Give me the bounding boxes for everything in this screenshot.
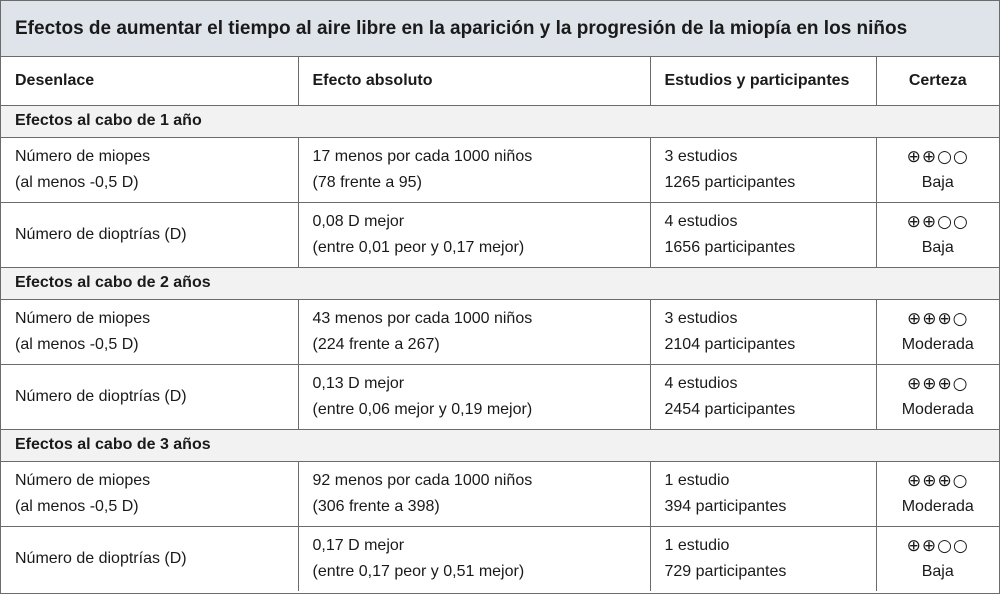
section-label: Efectos al cabo de 3 años	[1, 429, 999, 461]
studies-text: 2104 participantes	[664, 335, 796, 353]
studies-cell	[650, 299, 876, 364]
certainty-label: Baja	[921, 238, 954, 256]
absolute-effect-text: 0,08 D mejor	[312, 212, 405, 230]
outcome-text: Número de miopes	[15, 147, 151, 165]
certainty-label: Moderada	[901, 335, 974, 353]
outcome-text: Número de miopes	[15, 309, 151, 327]
outcome-text: Número de dioptrías (D)	[15, 387, 187, 405]
certainty-cell	[876, 526, 999, 591]
absolute-effect-text: 92 menos por cada 1000 niños	[312, 471, 533, 489]
outcome-text: (al menos -0,5 D)	[15, 497, 139, 515]
header-outcome: Desenlace	[1, 57, 298, 105]
absolute-effect-text: (78 frente a 95)	[312, 173, 422, 191]
outcome-text: Número de dioptrías (D)	[15, 549, 187, 567]
table-title: Efectos de aumentar el tiempo al aire libre en la aparición y la progresión de la miopía en los niños	[1, 1, 999, 57]
outcome-text: Número de miopes	[15, 471, 151, 489]
section-row	[1, 105, 999, 137]
absolute-effect-cell	[298, 137, 650, 202]
studies-cell	[650, 461, 876, 526]
header-studies: Estudios y participantes	[650, 57, 876, 105]
absolute-effect-cell	[298, 202, 650, 267]
certainty-cell	[876, 202, 999, 267]
studies-cell	[650, 137, 876, 202]
studies-cell	[650, 364, 876, 429]
outcome-cell	[1, 461, 298, 526]
certainty-rating-icon: ⊕⊕⊕○	[906, 470, 969, 491]
absolute-effect-cell	[298, 364, 650, 429]
outcome-text: (al menos -0,5 D)	[15, 173, 139, 191]
table-row	[1, 299, 999, 364]
studies-text: 394 participantes	[664, 497, 787, 515]
certainty-cell	[876, 461, 999, 526]
table-row	[1, 137, 999, 202]
studies-text: 4 estudios	[664, 374, 738, 392]
certainty-label: Baja	[921, 173, 954, 191]
certainty-rating-icon: ⊕⊕○○	[906, 146, 969, 167]
studies-text: 1 estudio	[664, 471, 730, 489]
section-label: Efectos al cabo de 1 año	[1, 105, 999, 137]
studies-text: 1265 participantes	[664, 173, 796, 191]
certainty-cell	[876, 364, 999, 429]
studies-text: 1656 participantes	[664, 238, 796, 256]
outcome-cell	[1, 299, 298, 364]
certainty-cell	[876, 137, 999, 202]
absolute-effect-text: (306 frente a 398)	[312, 497, 440, 515]
certainty-cell	[876, 299, 999, 364]
certainty-label: Baja	[921, 562, 954, 580]
table-row	[1, 202, 999, 267]
table-row	[1, 364, 999, 429]
certainty-label: Moderada	[901, 400, 974, 418]
outcome-text: Número de dioptrías (D)	[15, 225, 187, 243]
header-absolute-effect: Efecto absoluto	[298, 57, 650, 105]
header-row	[1, 57, 999, 105]
studies-text: 1 estudio	[664, 536, 730, 554]
absolute-effect-text: (entre 0,06 mejor y 0,19 mejor)	[312, 400, 533, 418]
studies-cell	[650, 526, 876, 591]
absolute-effect-text: 0,13 D mejor	[312, 374, 405, 392]
studies-text: 4 estudios	[664, 212, 738, 230]
studies-text: 3 estudios	[664, 309, 738, 327]
table-row	[1, 461, 999, 526]
absolute-effect-cell	[298, 461, 650, 526]
outcome-cell	[1, 202, 298, 267]
studies-text: 729 participantes	[664, 562, 787, 580]
absolute-effect-text: (224 frente a 267)	[312, 335, 440, 353]
outcome-text: (al menos -0,5 D)	[15, 335, 139, 353]
table-body	[1, 105, 999, 591]
section-label: Efectos al cabo de 2 años	[1, 267, 999, 299]
outcome-cell	[1, 364, 298, 429]
table-row	[1, 526, 999, 591]
absolute-effect-text: (entre 0,17 peor y 0,51 mejor)	[312, 562, 525, 580]
certainty-rating-icon: ⊕⊕○○	[906, 211, 969, 232]
absolute-effect-cell	[298, 526, 650, 591]
outcome-cell	[1, 526, 298, 591]
studies-cell	[650, 202, 876, 267]
studies-text: 2454 participantes	[664, 400, 796, 418]
evidence-table	[1, 57, 999, 591]
absolute-effect-text: (entre 0,01 peor y 0,17 mejor)	[312, 238, 525, 256]
studies-text: 3 estudios	[664, 147, 738, 165]
outcome-cell	[1, 137, 298, 202]
certainty-label: Moderada	[901, 497, 974, 515]
certainty-rating-icon: ⊕⊕⊕○	[906, 308, 969, 329]
certainty-rating-icon: ⊕⊕⊕○	[906, 373, 969, 394]
header-certainty: Certeza	[876, 57, 999, 105]
absolute-effect-text: 43 menos por cada 1000 niños	[312, 309, 533, 327]
certainty-rating-icon: ⊕⊕○○	[906, 535, 969, 556]
absolute-effect-cell	[298, 299, 650, 364]
absolute-effect-text: 17 menos por cada 1000 niños	[312, 147, 533, 165]
section-row	[1, 267, 999, 299]
absolute-effect-text: 0,17 D mejor	[312, 536, 405, 554]
section-row	[1, 429, 999, 461]
